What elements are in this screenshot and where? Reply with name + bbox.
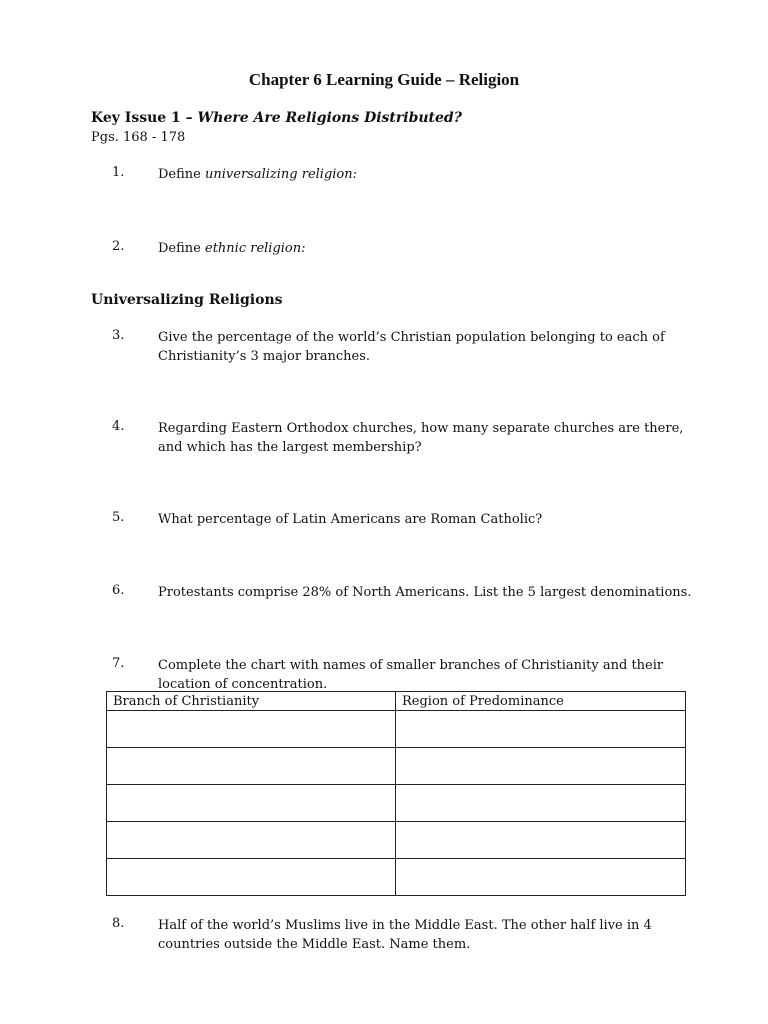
key-issue-heading bbox=[91, 110, 462, 126]
question-number-7: 7. bbox=[112, 656, 125, 671]
question-6 bbox=[158, 583, 698, 602]
question-1-term: universalizing religion: bbox=[205, 167, 358, 182]
question-4-line-1: Regarding Eastern Orthodox churches, how many separate churches are there, bbox=[158, 421, 684, 436]
question-5 bbox=[158, 510, 698, 529]
region-cell[interactable] bbox=[396, 711, 686, 748]
region-cell[interactable] bbox=[396, 822, 686, 859]
table-row bbox=[107, 711, 686, 748]
region-cell[interactable] bbox=[396, 859, 686, 896]
branch-cell[interactable] bbox=[107, 748, 396, 785]
question-2 bbox=[158, 239, 698, 258]
branch-cell[interactable] bbox=[107, 785, 396, 822]
question-number-5: 5. bbox=[112, 510, 125, 525]
question-number-6: 6. bbox=[112, 583, 125, 598]
question-8-line-1: Half of the world’s Muslims live in the Middle East. The other half live in 4 bbox=[158, 918, 652, 933]
region-cell[interactable] bbox=[396, 748, 686, 785]
question-number-1: 1. bbox=[112, 165, 125, 180]
question-7 bbox=[158, 656, 698, 694]
key-issue-question: Where Are Religions Distributed? bbox=[197, 110, 462, 126]
table-row bbox=[107, 822, 686, 859]
section-heading: Universalizing Religions bbox=[91, 292, 283, 308]
branch-cell[interactable] bbox=[107, 822, 396, 859]
question-4 bbox=[158, 419, 698, 457]
table-row bbox=[107, 748, 686, 785]
question-3 bbox=[158, 328, 698, 366]
question-3-line-1: Give the percentage of the world’s Christian population belonging to each of bbox=[158, 330, 665, 345]
question-number-8: 8. bbox=[112, 916, 125, 931]
table-row bbox=[107, 785, 686, 822]
header-region: Region of Predominance bbox=[396, 692, 686, 711]
page-title: Chapter 6 Learning Guide – Religion bbox=[248, 70, 520, 89]
key-issue-label: Key Issue 1 – bbox=[91, 110, 193, 126]
question-6-line-1: Protestants comprise 28% of North Americans. List the 5 largest denominations. bbox=[158, 585, 692, 600]
question-7-line-2: location of concentration. bbox=[158, 677, 328, 692]
question-number-2: 2. bbox=[112, 239, 125, 254]
page-range: Pgs. 168 - 178 bbox=[91, 130, 186, 145]
question-2-term: ethnic religion: bbox=[205, 241, 306, 256]
question-number-4: 4. bbox=[112, 419, 125, 434]
question-1-prefix: Define bbox=[158, 167, 201, 182]
question-4-line-2: and which has the largest membership? bbox=[158, 440, 422, 455]
header-branch: Branch of Christianity bbox=[107, 692, 396, 711]
region-cell[interactable] bbox=[396, 785, 686, 822]
branch-cell[interactable] bbox=[107, 859, 396, 896]
question-5-line-1: What percentage of Latin Americans are Roman Catholic? bbox=[158, 512, 543, 527]
question-2-prefix: Define bbox=[158, 241, 201, 256]
question-7-line-1: Complete the chart with names of smaller branches of Christianity and their bbox=[158, 658, 664, 673]
table-row bbox=[107, 859, 686, 896]
branch-table bbox=[106, 691, 686, 896]
table-header-row bbox=[107, 692, 686, 711]
question-number-3: 3. bbox=[112, 328, 125, 343]
question-3-line-2: Christianity’s 3 major branches. bbox=[158, 349, 371, 364]
branch-cell[interactable] bbox=[107, 711, 396, 748]
question-8-line-2: countries outside the Middle East. Name them. bbox=[158, 937, 471, 952]
question-8 bbox=[158, 916, 698, 954]
question-1 bbox=[158, 165, 698, 184]
